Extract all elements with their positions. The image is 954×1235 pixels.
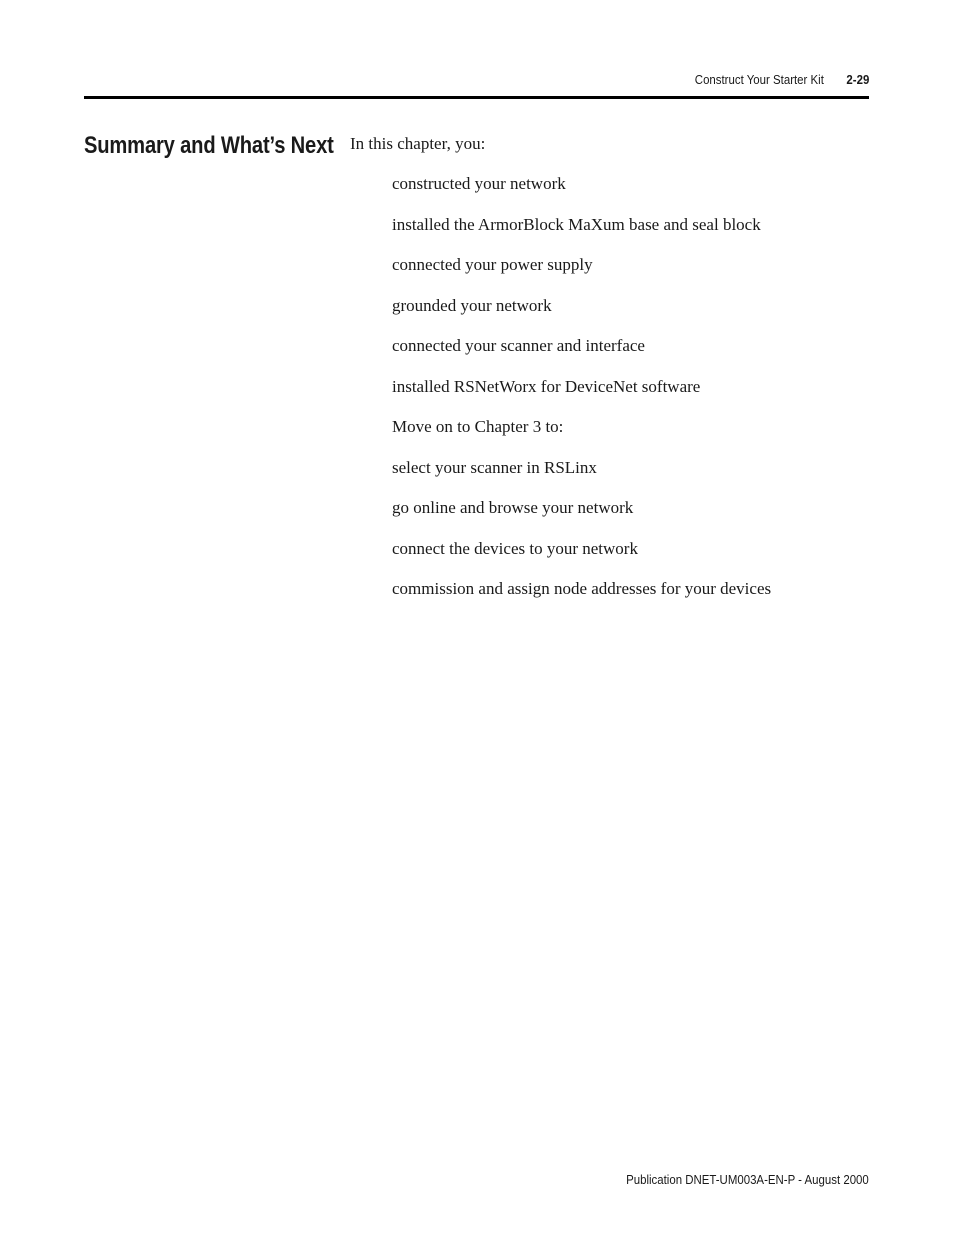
list-item: installed RSNetWorx for DeviceNet software — [392, 377, 701, 396]
list-item: select your scanner in RSLinx — [392, 458, 597, 477]
intro-text: In this chapter, you: — [350, 134, 486, 153]
next-intro-text: Move on to Chapter 3 to: — [392, 417, 564, 436]
running-header — [694, 72, 869, 87]
section-heading: Summary and What’s Next — [84, 132, 334, 159]
header-rule — [84, 96, 869, 99]
list-item: go online and browse your network — [392, 498, 634, 517]
list-item: constructed your network — [392, 174, 566, 193]
list-item: connected your scanner and interface — [392, 336, 645, 355]
list-item: connected your power supply — [392, 255, 593, 274]
list-item: grounded your network — [392, 296, 552, 315]
page-number: 2-29 — [846, 72, 869, 87]
list-item: connect the devices to your network — [392, 539, 638, 558]
list-item: installed the ArmorBlock MaXum base and seal block — [392, 215, 761, 234]
publication-footer: Publication DNET-UM003A-EN-P - August 2000 — [626, 1172, 869, 1187]
chapter-title: Construct Your Starter Kit — [694, 72, 824, 87]
list-item: commission and assign node addresses for your devices — [392, 579, 772, 598]
